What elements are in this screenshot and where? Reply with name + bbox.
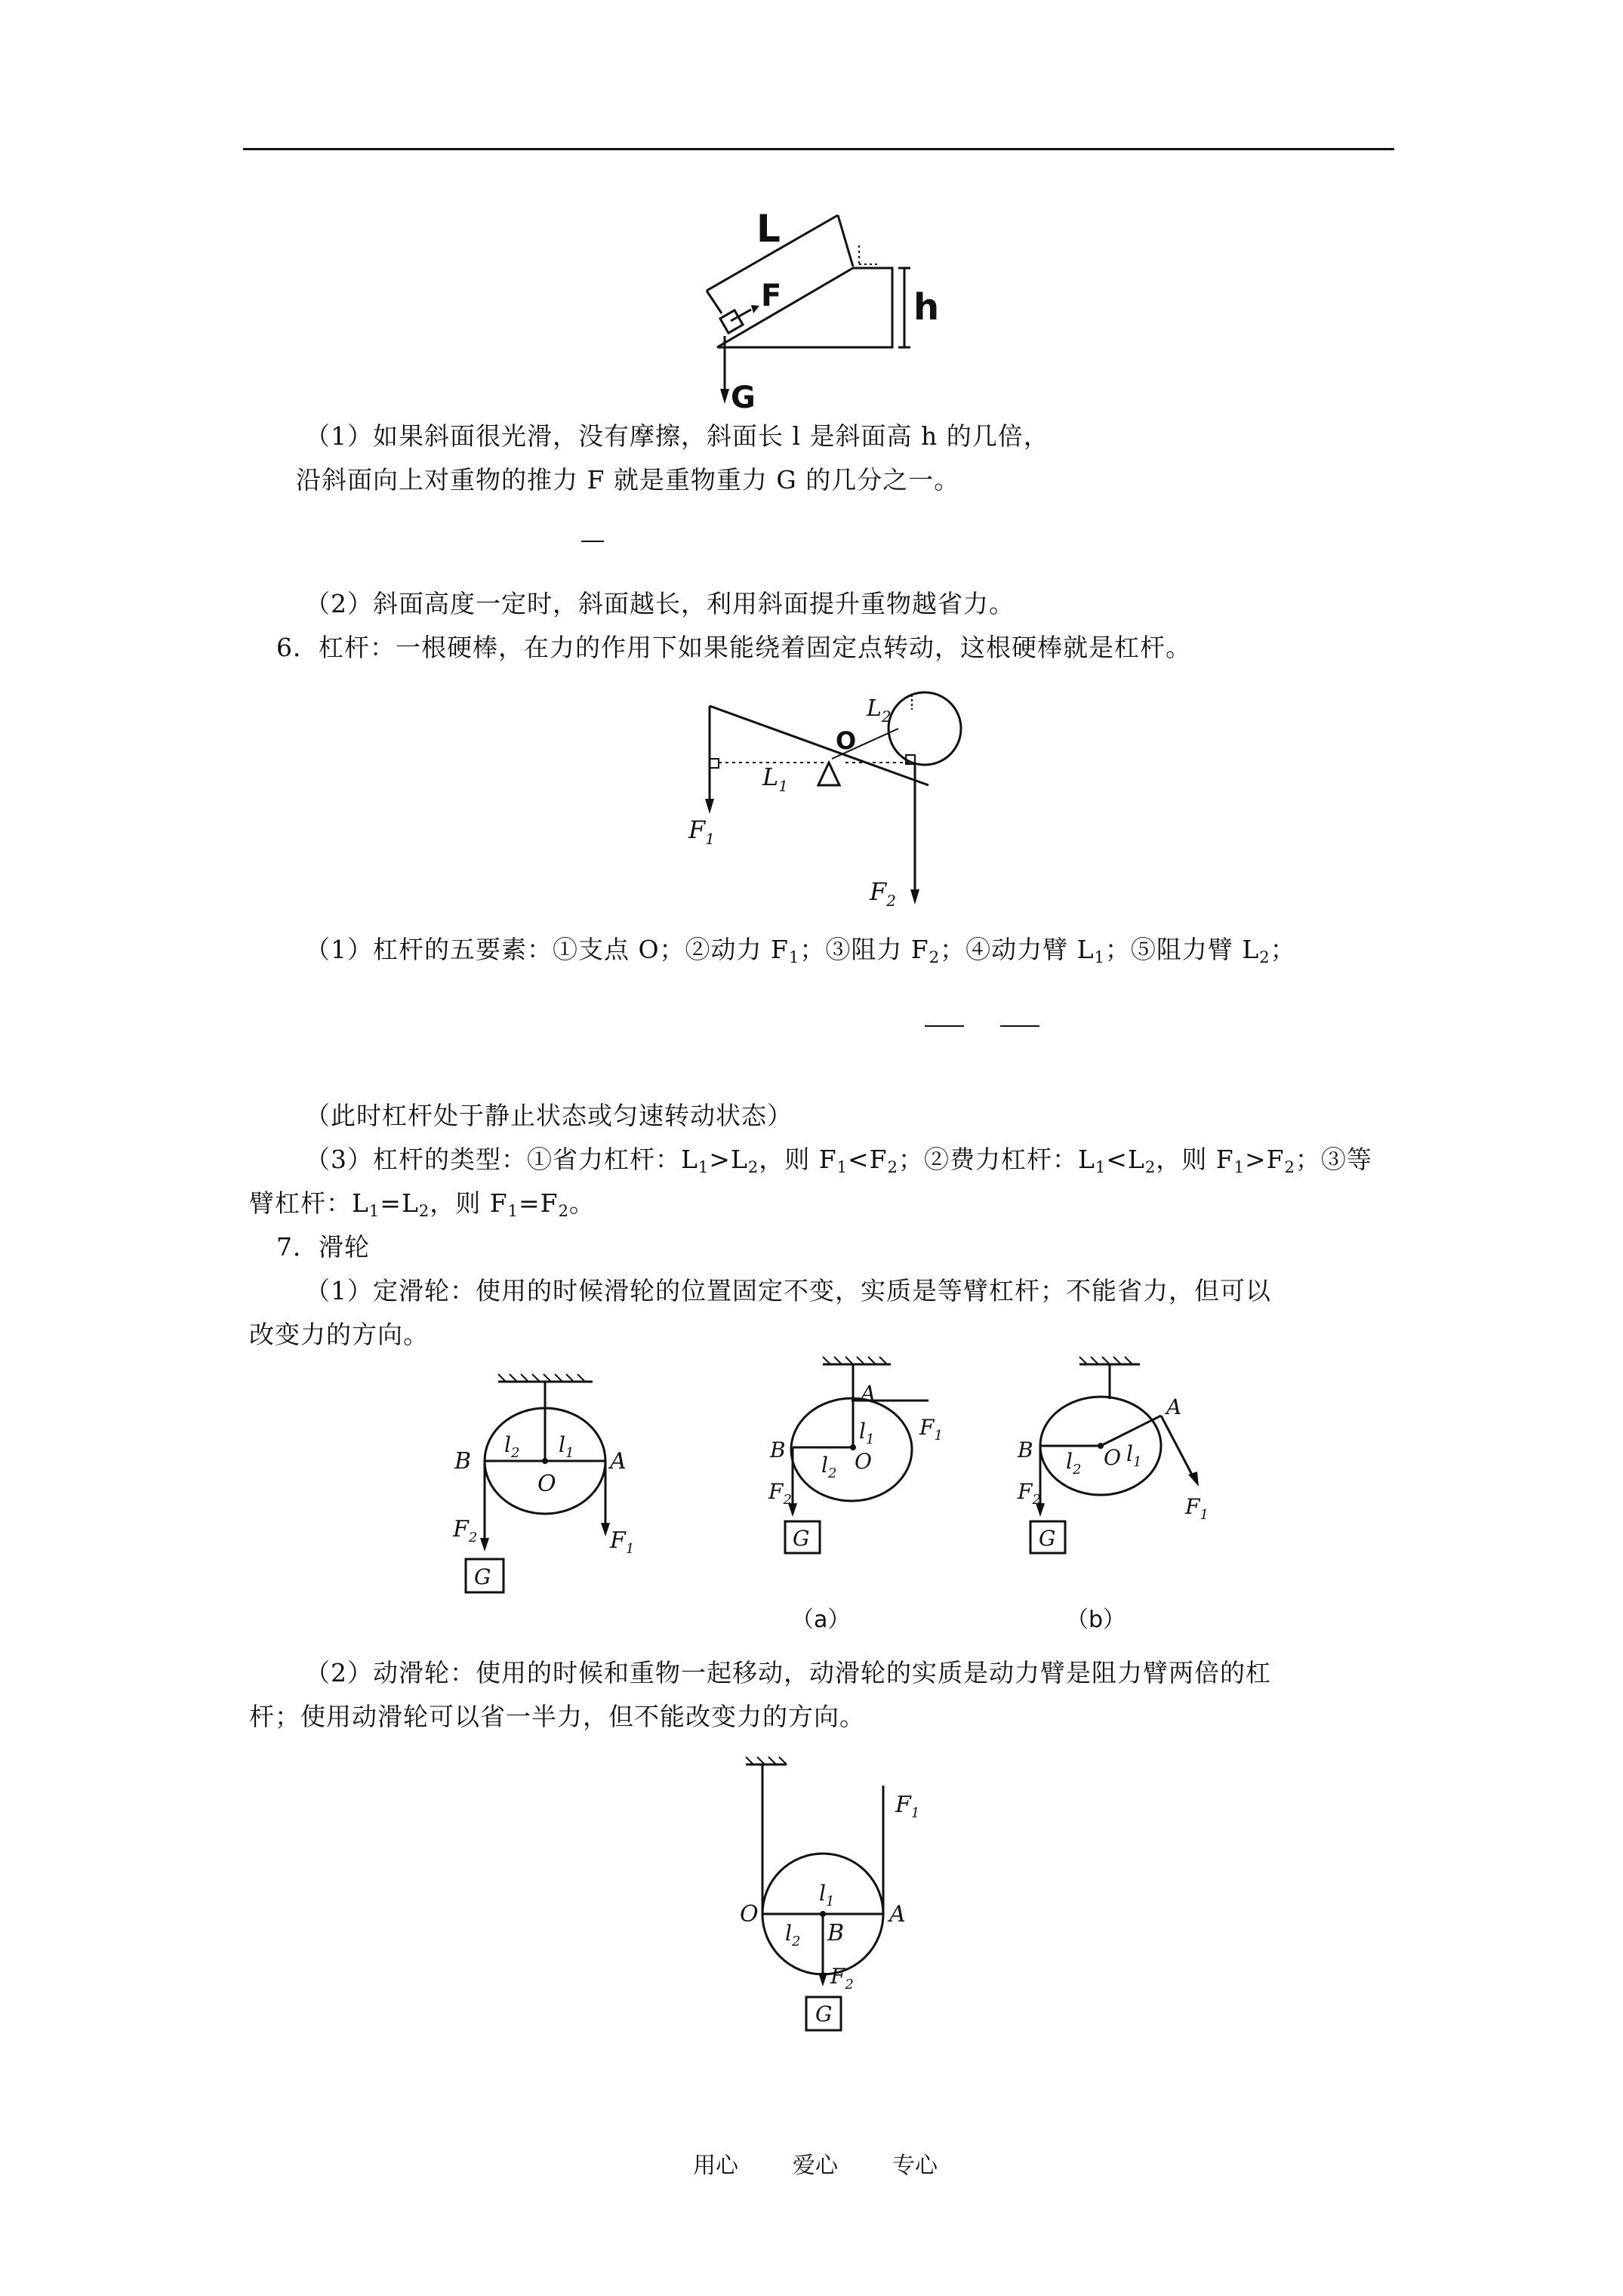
incline-label-L: L xyxy=(756,207,781,251)
svg-text:l1: $l_1$ xyxy=(819,1881,835,1909)
fixed-pulley-diagram-a xyxy=(755,1355,989,1646)
svg-text:l2: $l_2$ xyxy=(1066,1449,1082,1478)
lever-label-L1-sub: 1 xyxy=(778,777,788,795)
pulley-movable-line2: 杆；使用动滑轮可以省一半力，但不能改变力的方向。 xyxy=(249,1702,865,1731)
svg-text:F2: $F_2$ xyxy=(768,1479,792,1508)
movable-pulley-diagram xyxy=(725,1755,944,2065)
lever-heading: 6．杠杆：一根硬棒，在力的作用下如果能绕着固定点转动，这根硬棒就是杠杆。 xyxy=(276,633,1191,662)
incline-p2: （2）斜面高度一定时，斜面越长，利用斜面提升重物越省力。 xyxy=(305,589,1015,618)
lever-label-F1: F xyxy=(688,815,706,844)
pulley-movable-line1: （2）动滑轮：使用的时候和重物一起移动，动滑轮的实质是动力臂是阻力臂两倍的杠 xyxy=(305,1658,1271,1687)
lever-label-L2-sub: 2 xyxy=(881,707,892,726)
svg-text:F2 xyxy=(869,877,896,910)
footer-text-1: 用心 xyxy=(693,2153,738,2179)
svg-text:l1: $l_1$ xyxy=(1126,1441,1142,1470)
svg-text:F1 xyxy=(688,815,715,848)
fp1-label-O: O xyxy=(537,1471,556,1497)
svg-text:A: A xyxy=(861,1381,876,1406)
svg-text:O: O xyxy=(740,1901,759,1928)
incline-diagram xyxy=(694,200,944,415)
svg-text:G: G xyxy=(1039,1526,1056,1551)
pulley-fixed-line1: （1）定滑轮：使用的时候滑轮的位置固定不变，实质是等臂杠杆；不能省力，但可以 xyxy=(305,1276,1271,1305)
svg-text:F1: $F_1$ xyxy=(610,1527,635,1557)
header-rule xyxy=(243,148,1394,150)
blank-line xyxy=(581,541,604,542)
blank-line xyxy=(1000,1025,1039,1027)
blank-line xyxy=(925,1025,964,1027)
lever-label-F1-sub: 1 xyxy=(705,830,715,848)
incline-label-G: G xyxy=(731,381,756,415)
svg-text:L1 xyxy=(762,763,788,795)
lever-label-F2: F xyxy=(870,877,887,906)
svg-text:L2 xyxy=(866,695,892,726)
svg-text:F1: $F_1$ xyxy=(895,1792,920,1821)
lever-label-F2-sub: 2 xyxy=(886,892,896,910)
lever-types-line2: 臂杠杆：$L_1=L_2$，则 $F_1=F_2$。 xyxy=(249,1188,595,1220)
svg-text:l2: $l_2$ xyxy=(504,1432,520,1461)
svg-text:G: G xyxy=(815,2002,833,2026)
incline-label-F: F xyxy=(761,279,782,313)
incline-p1-line2: 沿斜面向上对重物的推力 F 就是重物重力 G 的几分之一。 xyxy=(296,465,960,495)
footer-text-3: 专心 xyxy=(892,2153,938,2179)
svg-text:B: B xyxy=(770,1438,786,1462)
svg-text:l2: $l_2$ xyxy=(785,1921,801,1949)
svg-text:F2: $F_2$ xyxy=(453,1516,478,1546)
lever-label-L1: L xyxy=(762,763,779,791)
svg-text:O: O xyxy=(1104,1445,1121,1470)
footer-text-2: 爱心 xyxy=(793,2153,838,2179)
svg-text:G: G xyxy=(474,1564,491,1589)
fixed-pulley-diagram xyxy=(445,1370,649,1620)
fixed-pulley-diagram-b xyxy=(1012,1355,1246,1646)
svg-text:O: O xyxy=(855,1449,872,1474)
svg-text:l1: $l_1$ xyxy=(859,1419,875,1447)
svg-text:B: B xyxy=(827,1920,845,1946)
lever-elements: （1）杠杆的五要素：①支点 O；②动力 $F_1$；③阻力 $F_2$；④动力臂 $L_1$；⑤阻力臂 $L_2$； xyxy=(305,935,1296,966)
incline-p1-line1: （1）如果斜面很光滑，没有摩擦，斜面长 l 是斜面高 h 的几倍， xyxy=(305,421,1049,451)
lever-diagram xyxy=(672,687,944,914)
pulley-fixed-line2: 改变力的方向。 xyxy=(249,1320,429,1349)
caption-b: （b） xyxy=(1066,1607,1126,1633)
svg-text:A: A xyxy=(889,1901,906,1928)
svg-text:G: G xyxy=(793,1526,810,1551)
svg-text:F1: $F_1$ xyxy=(1185,1494,1209,1523)
fp1-label-B: B xyxy=(454,1448,472,1475)
svg-text:F1: $F_1$ xyxy=(919,1415,943,1444)
lever-label-L2: L xyxy=(867,695,882,722)
lever-types-line1: （3）杠杆的类型：①省力杠杆：$L_1>L_2$，则 $F_1<F_2$；②费力杠杆：$L_1<L_2$，则 $F_1>F_2$；③等 xyxy=(305,1145,1372,1176)
svg-text:A: A xyxy=(1166,1395,1182,1419)
incline-label-h: h xyxy=(913,286,940,328)
svg-text:l2: $l_2$ xyxy=(821,1453,837,1481)
pulley-heading: 7．滑轮 xyxy=(276,1232,370,1262)
caption-a: （a） xyxy=(791,1607,851,1633)
svg-text:F2: $F_2$ xyxy=(1018,1479,1041,1508)
svg-text:B: B xyxy=(1018,1438,1033,1462)
lever-label-O: O xyxy=(836,726,857,755)
svg-text:F2: $F_2$ xyxy=(830,1964,854,1992)
svg-text:l1: $l_1$ xyxy=(559,1432,574,1461)
lever-balance-note: （此时杠杆处于静止状态或匀速转动状态） xyxy=(305,1101,793,1130)
fp1-label-A: A xyxy=(610,1448,627,1475)
